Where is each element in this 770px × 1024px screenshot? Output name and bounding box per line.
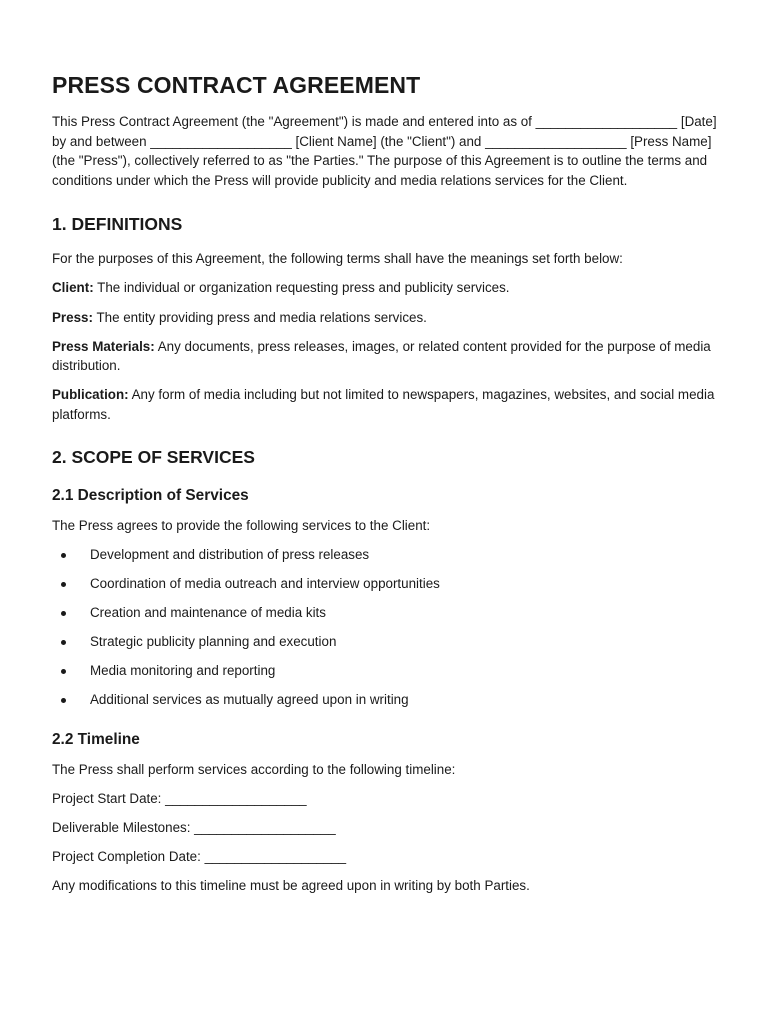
- intro-paragraph: This Press Contract Agreement (the "Agreement") is made and entered into as of ___________________ [Date] by and between ___________________ [Client Name] (the "Client") and ___________________ [Press Name] (the "Press"), collectively referred to as "the Parties." The purpose of this Agreement is to outline the terms and conditions under which the Press will provide publicity and media relations services for the Client.: [52, 114, 717, 188]
- list-item-text: Coordination of media outreach and interview opportunities: [90, 575, 440, 591]
- definitions-heading: 1. DEFINITIONS: [52, 214, 183, 235]
- definition-text: Any documents, press releases, images, or related content provided for the purpose of media distribution.: [52, 338, 711, 374]
- definition-press: [52, 308, 718, 328]
- bullet-icon: [61, 669, 66, 674]
- bullet-icon: [61, 582, 66, 587]
- timeline-lead: The Press shall perform services according to the following timeline:: [52, 761, 456, 777]
- project-completion-date: Project Completion Date: ___________________: [52, 848, 347, 864]
- list-item-text: Media monitoring and reporting: [90, 663, 276, 678]
- list-item-text: Strategic publicity planning and execution: [90, 633, 337, 649]
- description-heading: 2.1 Description of Services: [52, 486, 249, 504]
- project-start-date: Project Start Date: ___________________: [52, 790, 307, 806]
- bullet-icon: [61, 553, 66, 558]
- bullet-icon: [61, 640, 66, 645]
- definitions-lead: For the purposes of this Agreement, the following terms shall have the meanings set forth below:: [52, 251, 623, 267]
- list-item-text: Development and distribution of press releases: [90, 546, 370, 562]
- list-item: [52, 632, 718, 652]
- definition-client: [52, 278, 718, 298]
- definition-term: Press:: [52, 309, 93, 325]
- definition-publication: [52, 385, 718, 424]
- scope-heading: 2. SCOPE OF SERVICES: [52, 446, 255, 467]
- list-item: [52, 661, 718, 681]
- definition-term: Publication:: [52, 387, 129, 403]
- definition-term: Press Materials:: [52, 338, 155, 354]
- definition-press-materials: [52, 337, 718, 376]
- definitions-section: [52, 214, 718, 424]
- deliverable-milestones: Deliverable Milestones: ___________________: [52, 819, 336, 835]
- timeline-heading: 2.2 Timeline: [52, 730, 140, 748]
- bullet-icon: [61, 611, 66, 616]
- timeline-note: Any modifications to this timeline must be agreed upon in writing by both Parties.: [52, 878, 530, 894]
- description-lead: The Press agrees to provide the following services to the Client:: [52, 517, 431, 533]
- document-title: PRESS CONTRACT AGREEMENT: [52, 72, 421, 98]
- list-item: [52, 603, 718, 623]
- definition-term: Client:: [52, 280, 94, 296]
- definition-text: The entity providing press and media relations services.: [96, 309, 427, 325]
- bullet-icon: [61, 698, 66, 703]
- list-item-text: Creation and maintenance of media kits: [90, 604, 326, 620]
- services-list: [52, 545, 718, 710]
- list-item-text: Additional services as mutually agreed upon in writing: [90, 692, 409, 708]
- definition-text: Any form of media including but not limited to newspapers, magazines, websites, and social media platforms.: [52, 387, 715, 422]
- definition-text: The individual or organization requesting press and publicity services.: [97, 280, 510, 296]
- list-item: [52, 690, 718, 710]
- list-item: [52, 545, 718, 565]
- scope-section: [52, 447, 718, 896]
- list-item: [52, 574, 718, 594]
